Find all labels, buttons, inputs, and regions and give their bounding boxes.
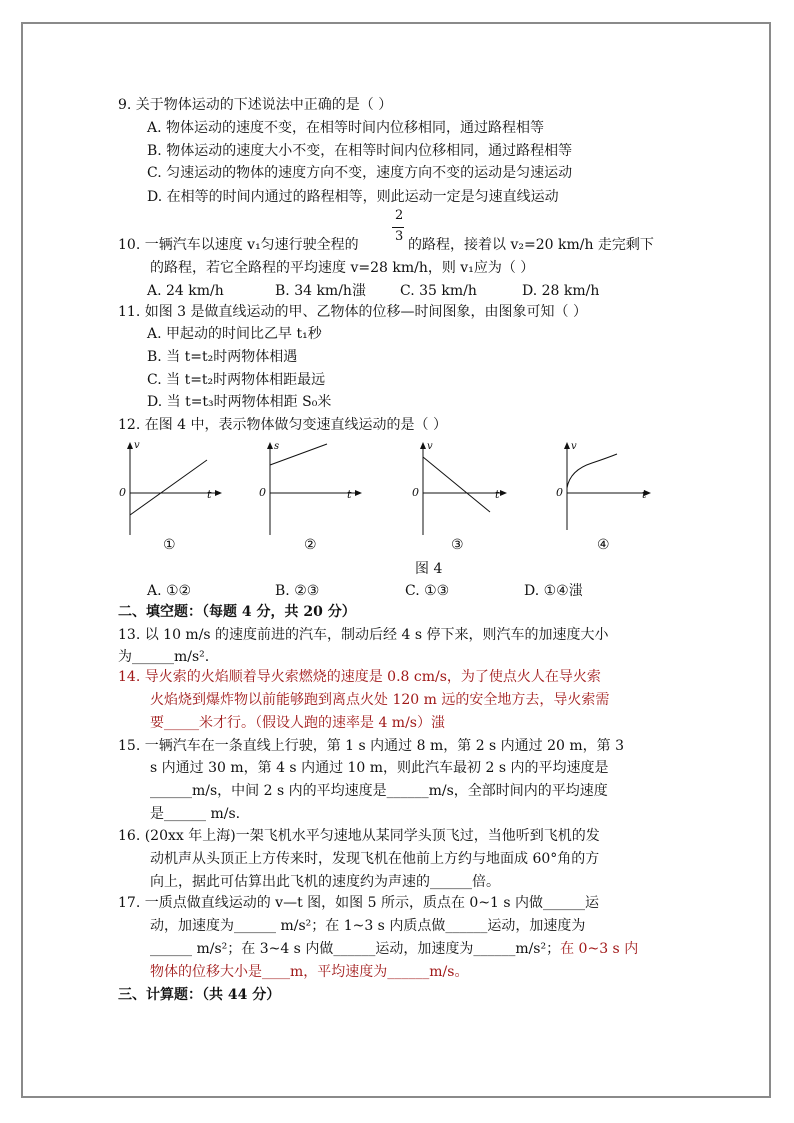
q15-line3: ______m/s，中间 2 s 内的平均速度是______m/s，全部时间内的平均速度: [150, 783, 608, 799]
q10-option-c: C. 35 km/h: [400, 283, 477, 299]
q9-stem: 9. 关于物体运动的下述说法中正确的是（ ）: [118, 97, 393, 113]
graph-3: [408, 440, 518, 540]
graph-4-number: ④: [597, 537, 610, 553]
figure-4-caption: 图 4: [415, 561, 443, 577]
q10-fraction-bar: [392, 227, 404, 228]
section-3-heading: 三、计算题：（共 44 分）: [118, 987, 281, 1003]
q17-line3: [150, 939, 638, 959]
q10-option-d: D. 28 km/h: [522, 283, 600, 299]
graph-3-tlabel: t: [495, 488, 500, 501]
q15-line2: s 内通过 30 m，第 4 s 内通过 10 m，则此汽车最初 2 s 内的平均速度是: [150, 760, 609, 776]
q17-line2: 动，加速度为______ m/s²；在 1~3 s 内质点做______运动，加速度为: [150, 918, 586, 934]
graph-1-line: [130, 460, 207, 515]
q17-line3-black: ______ m/s²；在 3~4 s 内做______运动，加速度为______m/s²；: [150, 941, 561, 957]
q11-option-d: D. 当 t=t₃时两物体相距 S₀米: [147, 394, 332, 410]
q10-option-a: A. 24 km/h: [147, 283, 224, 299]
q15-line1: 15. 一辆汽车在一条直线上行驶，第 1 s 内通过 8 m，第 2 s 内通过 20 m，第 3: [118, 738, 625, 754]
graph-4-origin: 0: [556, 486, 563, 499]
graph-2-vlabel: s: [274, 441, 280, 452]
graph-3-number: ③: [451, 537, 464, 553]
q9-option-b: B. 物体运动的速度大小不变，在相等时间内位移相同，通过路程相等: [147, 143, 573, 159]
q10-fraction-denominator: 3: [395, 229, 404, 244]
q13-line2: 为______m/s².: [118, 649, 210, 665]
q13-line1: 13. 以 10 m/s 的速度前进的汽车，制动后经 4 s 停下来，则汽车的加速度大小: [118, 627, 609, 643]
graph-2-tlabel: t: [347, 488, 352, 501]
q9-option-a: A. 物体运动的速度不变，在相等时间内位移相同，通过路程相等: [147, 120, 545, 136]
q12-option-a: A. ①②: [147, 583, 192, 599]
graph-1-tlabel: t: [207, 488, 212, 501]
q15-line4: 是______ m/s.: [150, 806, 241, 822]
q9-option-c: C. 匀速运动的物体的速度方向不变，速度方向不变的运动是匀速运动: [147, 165, 573, 181]
q10-line1-b: 的路程，接着以 v₂=20 km/h 走完剩下: [408, 237, 654, 253]
graph-1-vlabel: v: [134, 440, 140, 451]
q14-line3: 要_____米才行。（假设人跑的速率是 4 m/s）滍: [150, 715, 445, 731]
graph-4-vlabel: v: [571, 441, 577, 452]
q11-option-c: C. 当 t=t₂时两物体相距最远: [147, 372, 326, 388]
page-border: [21, 22, 771, 1098]
q11-stem: 11. 如图 3 是做直线运动的甲、乙物体的位移—时间图象，由图象可知（ ）: [118, 304, 587, 320]
graph-3-origin: 0: [412, 486, 419, 499]
q12-option-d: D. ①④滍: [524, 583, 583, 599]
q11-option-a: A. 甲起动的时间比乙早 t₁秒: [147, 326, 322, 342]
q16-line1: 16. (20xx 年上海)一架飞机水平匀速地从某同学头顶飞过，当他听到飞机的发: [118, 828, 600, 844]
q12-stem: 12. 在图 4 中，表示物体做匀变速直线运动的是（ ）: [118, 417, 447, 433]
q10-fraction-numerator: 2: [395, 208, 404, 223]
graph-1-number: ①: [163, 537, 176, 553]
q17-line1: 17. 一质点做直线运动的 v—t 图，如图 5 所示，质点在 0~1 s 内做______运: [118, 895, 600, 911]
graph-1-origin: 0: [119, 486, 126, 499]
q10-option-b: B. 34 km/h滍: [275, 283, 366, 299]
graph-2-number: ②: [304, 537, 317, 553]
q14-line1: 14. 导火索的火焰顺着导火索燃烧的速度是 0.8 cm/s，为了使点火人在导火索: [118, 669, 601, 685]
section-2-heading: 二、填空题：（每题 4 分，共 20 分）: [118, 604, 356, 620]
graph-3-vlabel: v: [427, 441, 433, 452]
graph-3-line: [423, 457, 490, 512]
q17-line3-red: 在 0~3 s 内: [560, 941, 639, 957]
q12-option-b: B. ②③: [275, 583, 320, 599]
q12-option-c: C. ①③: [405, 583, 450, 599]
graph-2-origin: 0: [259, 486, 266, 499]
q14-line2: 火焰烧到爆炸物以前能够跑到离点火处 120 m 远的安全地方去，导火索需: [150, 692, 610, 708]
q9-option-d: D. 在相等的时间内通过的路程相等，则此运动一定是匀速直线运动: [147, 189, 559, 205]
graph-4-tlabel: t: [642, 488, 647, 501]
q11-option-b: B. 当 t=t₂时两物体相遇: [147, 349, 298, 365]
q10-line2: 的路程，若它全路程的平均速度 v=28 km/h，则 v₁应为（ ）: [150, 260, 535, 276]
q17-line4: 物体的位移大小是____m，平均速度为______m/s。: [150, 964, 469, 980]
q16-line3: 向上，据此可估算出此飞机的速度约为声速的______倍。: [150, 874, 500, 890]
q10-line1-a: 10. 一辆汽车以速度 v₁匀速行驶全程的: [118, 237, 359, 253]
q16-line2: 动机声从头顶正上方传来时，发现飞机在他前上方约与地面成 60°角的方: [150, 851, 600, 867]
graph-4-curve: [567, 454, 617, 488]
